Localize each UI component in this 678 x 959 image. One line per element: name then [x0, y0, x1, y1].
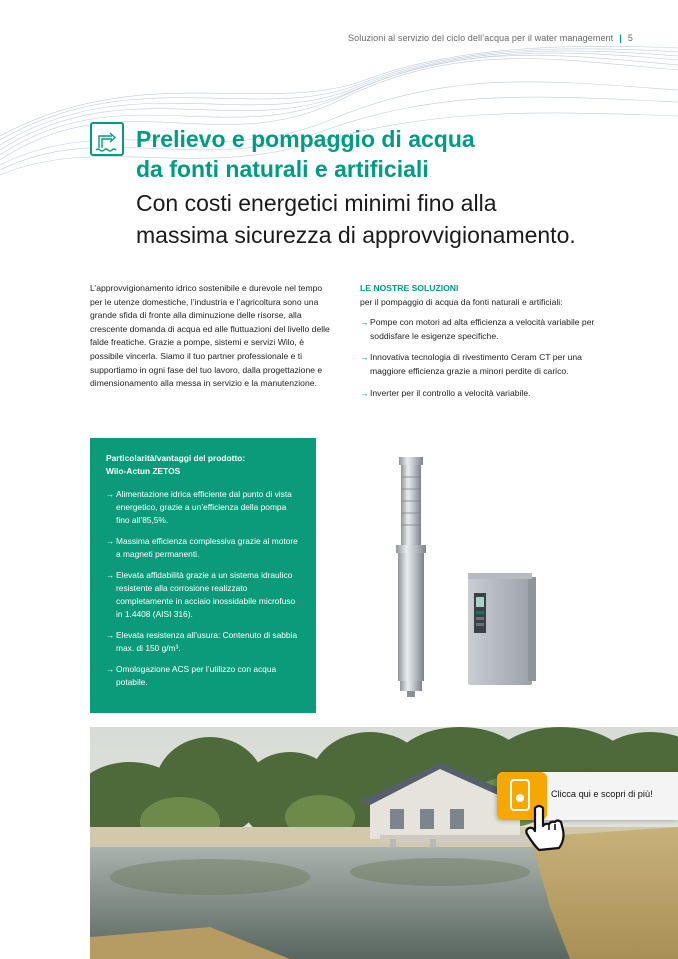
intro-paragraph: L’approvvigionamento idrico sostenibile e durevole nel tempo per le utenze domestiche, l’industria e l’agricoltura sono una grande sfida di fronte alla diminuzione delle risorse, alla crescente domanda di acqua ed alle fluttuazioni del livello delle falde freatiche. Grazie a pompe, sistemi e servizi Wilo, è possibile vincerla. Siamo il tuo partner professionale e ti supportiamo in ogni fase del tuo lavoro, dalla progettazione e dimensionamento alla messa in servizio e la manutenzione.	[90, 283, 330, 389]
subtitle-line-1: Con costi energetici minimi fino alla	[136, 190, 497, 216]
header-separator: |	[619, 33, 622, 43]
arrow-right-icon: →	[106, 630, 115, 640]
cta-label: Clicca qui e scopri di più!	[551, 789, 653, 799]
product-box-title: Particolarità/vantaggi del prodotto: Wilo-Actun ZETOS	[106, 453, 246, 476]
inverter-unit-image	[468, 573, 536, 685]
arrow-right-icon: →	[106, 664, 115, 674]
solutions-section	[360, 282, 600, 408]
product-image-pump-and-inverter	[380, 455, 550, 705]
arrow-right-icon: →	[106, 570, 115, 580]
subtitle-line-2: massima sicurezza di approvvigionamento.	[136, 222, 576, 248]
solutions-heading: LE NOSTRE SOLUZIONI	[360, 283, 459, 293]
solutions-list-item: → Innovativa tecnologia di rivestimento Ceram CT per una maggiore efficienza grazie a minori perdite di carico.	[360, 352, 582, 376]
lake-pump-house-photo	[90, 727, 678, 959]
arrow-right-icon: →	[360, 352, 369, 363]
discover-more-button[interactable]	[497, 772, 678, 820]
product-advantages-list	[106, 488, 302, 689]
title-green-line-1: Prelievo e pompaggio di acqua	[136, 126, 475, 152]
solutions-list-item: → Pompe con motori ad alta efficienza a velocità variabile per soddisfare le esigenze specifiche.	[360, 317, 595, 341]
arrow-right-icon: →	[360, 317, 369, 328]
advantage-item: → Elevata affidabilità grazie a un sistema idraulico resistente alla corrosione realizzato completamente in acciaio inossidabile microfuso in 1.4408 (AISI 316).	[106, 570, 296, 619]
title-green-line-2: da fonti naturali e artificiali	[136, 156, 429, 182]
page-number: 5	[627, 33, 633, 43]
pointing-hand-icon	[521, 802, 581, 854]
advantage-item: → Elevata resistenza all’usura: Contenuto di sabbia max. di 150 g/m³.	[106, 630, 298, 653]
submersible-pump-image	[396, 457, 426, 697]
pump-water-icon	[90, 122, 124, 156]
advantage-item: → Omologazione ACS per l’utilizzo con acqua potabile.	[106, 664, 277, 687]
arrow-right-icon: →	[360, 387, 369, 398]
advantage-item: → Alimentazione idrica efficiente dal punto di vista energetico, grazie a un’efficienza della pompa fino all’85,5%.	[106, 489, 292, 525]
advantage-item: → Massima efficienza complessiva grazie al motore a magneti permanenti.	[106, 536, 298, 559]
solutions-list-item: → Inverter per il controllo a velocità variabile.	[360, 387, 600, 401]
running-title: Soluzioni al servizio del ciclo dell’acqua per il water management	[348, 33, 614, 43]
solutions-list	[360, 316, 600, 400]
page-title	[136, 124, 656, 251]
arrow-right-icon: →	[106, 489, 115, 499]
arrow-right-icon: →	[106, 536, 115, 546]
product-advantages-box	[90, 438, 316, 713]
solutions-subheading: per il pompaggio di acqua da fonti naturali e artificiali:	[360, 296, 563, 307]
